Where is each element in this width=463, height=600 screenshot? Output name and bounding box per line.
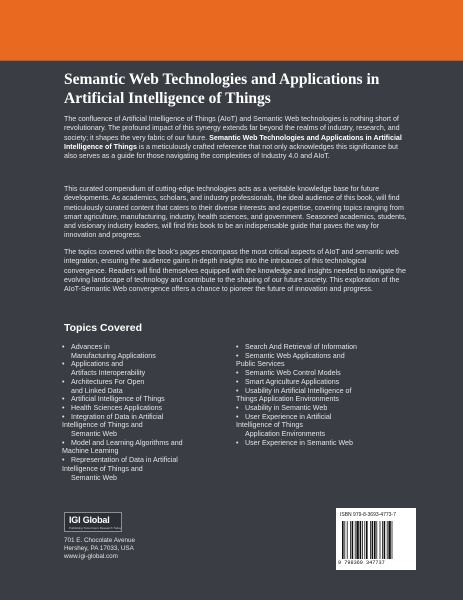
bullet-icon: • [236, 377, 239, 386]
bullet-icon: • [62, 377, 65, 386]
topic-item: • User Experience in Semantic Web [236, 438, 353, 447]
topic-item: • Applications and Artifacts Interoperability [62, 360, 146, 378]
bullet-icon: • [62, 412, 65, 421]
topic-item: • Model and Learning Algorithms and Machine Learning [62, 438, 183, 456]
topic-item: • Search And Retrieval of Information [236, 343, 357, 351]
bullet-icon: • [62, 395, 65, 404]
topic-item: • Advances in Manufacturing Applications [62, 343, 156, 360]
topic-item: • Smart Agriculture Applications [236, 377, 340, 386]
topic-item: • Architectures For Open and Linked Data [62, 377, 145, 395]
igi-global-logo-icon [64, 512, 122, 532]
topic-item: • Artificial Intelligence of Things [62, 395, 165, 404]
bullet-icon: • [236, 386, 239, 395]
topic-item: • Semantic Web Applications and Public Services [236, 351, 345, 369]
bullet-icon: • [236, 438, 239, 447]
book-title: Semantic Web Technologies and Applications in Artificial Intelligence of Things [64, 71, 380, 107]
isbn-label: ISBN 979-8-3693-4773-7 [340, 512, 396, 518]
topic-item: • Semantic Web Control Models [236, 369, 341, 378]
topics-heading: Topics Covered [64, 322, 142, 334]
topic-item: • Health Sciences Applications [62, 403, 163, 412]
barcode-icon [342, 521, 410, 559]
bullet-icon: • [236, 403, 239, 412]
bullet-icon: • [236, 369, 239, 378]
logo-text: IGI Global [69, 515, 110, 525]
publisher-logo [64, 512, 124, 532]
topic-item: • Integration of Data in Artificial Intelligence of Things and Semantic Web [62, 412, 164, 439]
topic-item: • Representation of Data in Artificial Intelligence of Things and Semantic Web [62, 456, 178, 482]
bullet-icon: • [62, 360, 65, 369]
logo-tagline: Publishing Tomorrow's Research Today [69, 526, 122, 530]
topics-list-right [236, 343, 411, 447]
isbn-barcode-box [336, 508, 416, 570]
bullet-icon: • [236, 343, 239, 351]
publisher-address [64, 537, 135, 562]
bullet-icon: • [62, 403, 65, 412]
address-line-2: Hershey, PA 17033, USA [64, 545, 134, 553]
description-paragraph-2: This curated compendium of cutting-edge technologies acts as a veritable knowledge base for future developments. As academics, scholars, and industry professionals, the ideal audience of this book, will find meticulously curated content that caters to their diverse interests and expertise, covering topics ranging from smart agriculture, manufacturing, industry, health sciences, and government. Seasoned academics, students, and visionary industry leaders, will find this book to be an indispensable guide that paves the way for innovation and progress. [64, 185, 407, 240]
topic-item: • User Experience in Artificial Intelligence of Things Application Environments [236, 412, 332, 439]
barcode-number: 9 798369 347737 [338, 560, 385, 566]
address-line-1: 701 E. Chocolate Avenue [64, 537, 135, 544]
bullet-icon: • [236, 351, 239, 360]
paragraph-1-bold-title: Semantic Web Technologies and Applications in Artificial Intelligence of Things [64, 133, 402, 151]
paragraph-1-text-a: The confluence of Artificial Intelligence of Things (AIoT) and Semantic Web technologies is nothing short of revolutionary. The profound impact of this synergy extends far beyond the realms of industry, research, and society; it shapes the very fabric of our future. [64, 115, 400, 142]
bullet-icon: • [236, 412, 239, 421]
topic-item: • Usability in Semantic Web [236, 403, 328, 412]
bullet-icon: • [62, 438, 65, 447]
description-paragraph-1 [64, 115, 408, 161]
paragraph-1-text-b: is a meticulously crafted reference that not only acknowledges this significance but also serves as a guide for those navigating the complexities of Industry 4.0 and AIoT. [64, 142, 398, 161]
description-paragraph-3: The topics covered within the book's pages encompass the most critical aspects of AIoT and semantic web integration, ensuring the audience gains in-depth insights into the intricacies of this technological convergence. Readers will find themselves equipped with the knowledge and insights needed to navigate the evolving landscape of technology and contribute to the shaping of our future society. This exploration of the AIoT-Semantic Web convergence offers a chance to pioneer the future of innovation and progress. [64, 248, 406, 294]
publisher-website: www.igi-global.com [64, 553, 118, 561]
bullet-icon: • [62, 456, 65, 465]
topic-item: • Usability in Artificial Intelligence of Things Application Environments [236, 386, 352, 404]
topics-list-left [62, 343, 227, 482]
bullet-icon: • [62, 343, 65, 351]
top-color-band [0, 0, 463, 61]
